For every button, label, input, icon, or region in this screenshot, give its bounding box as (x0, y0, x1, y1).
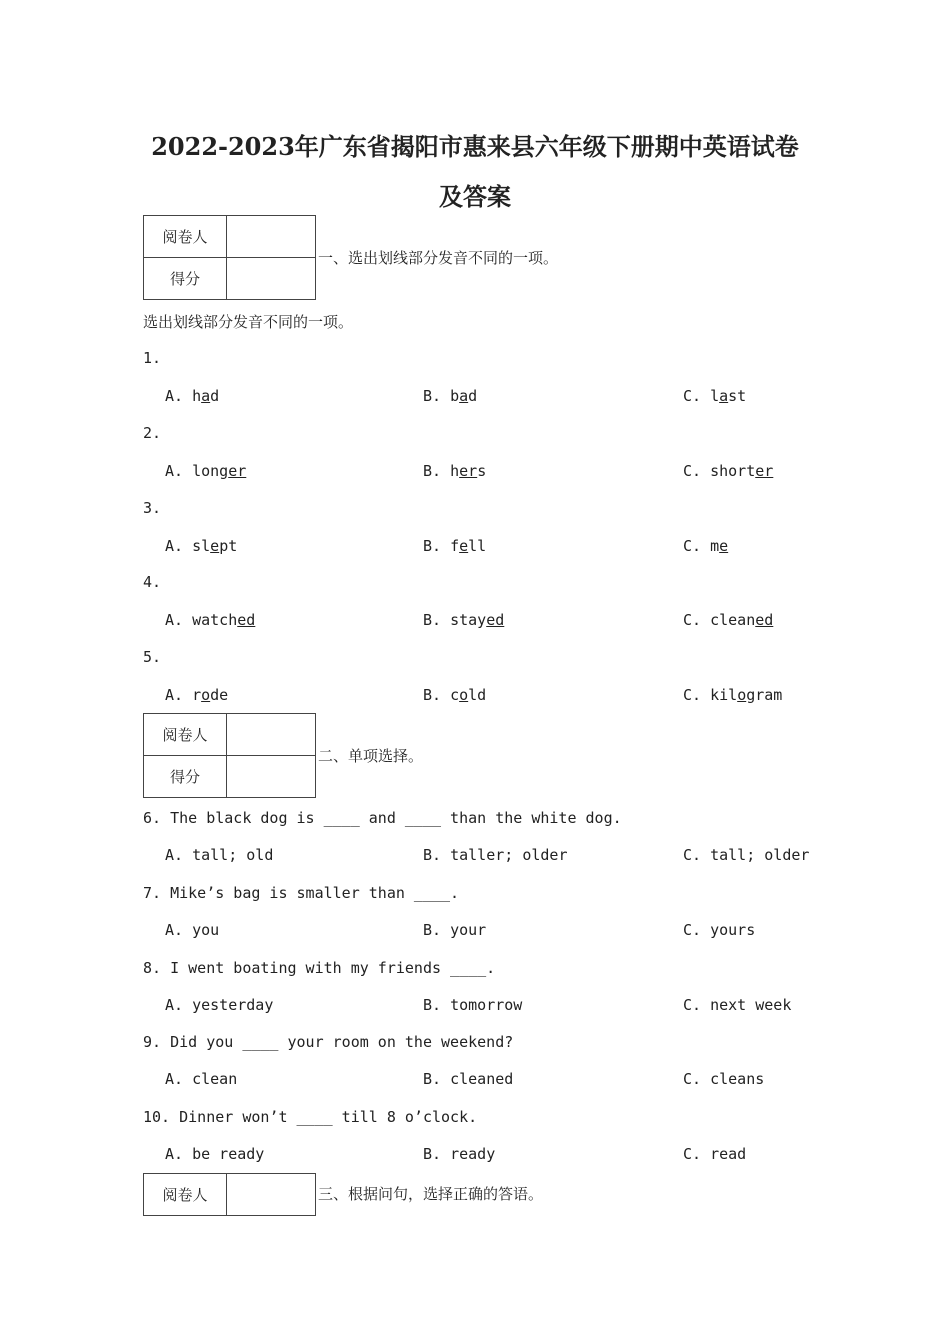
option-suffix: s (477, 462, 487, 480)
underlined-letters: ed (237, 611, 256, 629)
option-suffix: gram (746, 686, 783, 704)
option-a[interactable]: A. yesterday (165, 996, 274, 1014)
option-suffix: ld (468, 686, 487, 704)
underlined-letters: e (210, 537, 220, 555)
option-a[interactable] (165, 386, 219, 406)
document-title-line2: 及答案 (439, 182, 511, 211)
option-c[interactable] (683, 685, 782, 705)
option-c[interactable]: C. yours (683, 921, 756, 939)
option-suffix: st (728, 387, 747, 405)
option-c[interactable]: C. cleans (683, 1070, 765, 1088)
score-label: 得分 (144, 258, 227, 300)
option-b[interactable] (423, 685, 486, 705)
underlined-letters: o (737, 686, 747, 704)
document-title-line1: 2022-2023年广东省揭阳市惠来县六年级下册期中英语试卷 (151, 132, 799, 161)
score-box-1 (143, 215, 316, 300)
option-c[interactable] (683, 536, 728, 556)
option-a[interactable]: A. be ready (165, 1145, 265, 1163)
section3-heading: 三、根据问句，选择正确的答语。 (318, 1185, 544, 1203)
option-b[interactable]: B. your (423, 921, 487, 939)
option-suffix: de (210, 686, 229, 704)
underlined-letters: ed (755, 611, 774, 629)
underlined-letters: e (459, 537, 469, 555)
option-suffix: d (210, 387, 220, 405)
option-prefix: B. b (423, 387, 460, 405)
option-c[interactable] (683, 610, 773, 630)
option-prefix: A. sl (165, 537, 211, 555)
question-stem: 10. Dinner won’t ____ till 8 o’clock. (143, 1108, 478, 1126)
section1-instruction: 选出划线部分发音不同的一项。 (143, 313, 354, 331)
underlined-letters: e (719, 537, 729, 555)
reviewer-label: 阅卷人 (144, 714, 227, 756)
question-stem: 9. Did you ____ your room on the weekend? (143, 1033, 514, 1051)
reviewer-label: 阅卷人 (144, 216, 227, 258)
option-b[interactable]: B. cleaned (423, 1070, 514, 1088)
option-prefix: B. c (423, 686, 460, 704)
section1-heading: 一、选出划线部分发音不同的一项。 (318, 249, 559, 267)
score-field (227, 258, 316, 300)
option-b[interactable]: B. ready (423, 1145, 496, 1163)
reviewer-field (227, 714, 316, 756)
question-number: 3. (143, 499, 162, 517)
option-c[interactable]: C. read (683, 1145, 747, 1163)
underlined-letters: a (459, 387, 469, 405)
option-c[interactable]: C. next week (683, 996, 792, 1014)
section2-heading: 二、单项选择。 (318, 747, 424, 765)
option-b[interactable] (423, 536, 486, 556)
option-prefix: A. h (165, 387, 202, 405)
underlined-letters: a (201, 387, 211, 405)
score-box-2 (143, 713, 316, 798)
question-number: 1. (143, 349, 162, 367)
question-number: 4. (143, 573, 162, 591)
option-suffix: pt (219, 537, 238, 555)
underlined-letters: er (459, 462, 478, 480)
option-a[interactable]: A. tall; old (165, 846, 274, 864)
option-a[interactable] (165, 536, 237, 556)
option-prefix: B. f (423, 537, 460, 555)
option-a[interactable] (165, 610, 255, 630)
option-prefix: A. watch (165, 611, 238, 629)
reviewer-field (227, 216, 316, 258)
underlined-letters: a (719, 387, 729, 405)
option-a[interactable] (165, 461, 246, 481)
option-suffix: ll (468, 537, 487, 555)
option-prefix: C. short (683, 462, 756, 480)
option-c[interactable] (683, 461, 773, 481)
option-a[interactable] (165, 685, 228, 705)
option-b[interactable]: B. tomorrow (423, 996, 523, 1014)
option-suffix: d (468, 387, 478, 405)
option-prefix: A. long (165, 462, 229, 480)
score-label: 得分 (144, 756, 227, 798)
score-field (227, 756, 316, 798)
option-prefix: B. stay (423, 611, 487, 629)
underlined-letters: o (459, 686, 469, 704)
option-prefix: C. kil (683, 686, 738, 704)
underlined-letters: ed (486, 611, 505, 629)
option-b[interactable] (423, 386, 477, 406)
reviewer-field (227, 1174, 316, 1216)
option-prefix: B. h (423, 462, 460, 480)
underlined-letters: er (755, 462, 774, 480)
underlined-letters: er (228, 462, 247, 480)
option-prefix: C. clean (683, 611, 756, 629)
option-b[interactable]: B. taller; older (423, 846, 568, 864)
option-prefix: C. m (683, 537, 720, 555)
question-number: 5. (143, 648, 162, 666)
reviewer-label: 阅卷人 (144, 1174, 227, 1216)
option-c[interactable] (683, 386, 746, 406)
question-stem: 6. The black dog is ____ and ____ than the white dog. (143, 809, 622, 827)
score-box-3 (143, 1173, 316, 1216)
option-b[interactable] (423, 461, 486, 481)
option-b[interactable] (423, 610, 504, 630)
option-a[interactable]: A. you (165, 921, 220, 939)
option-c[interactable]: C. tall; older (683, 846, 810, 864)
underlined-letters: o (201, 686, 211, 704)
question-stem: 8. I went boating with my friends ____. (143, 959, 496, 977)
option-prefix: A. r (165, 686, 202, 704)
question-stem: 7. Mike’s bag is smaller than ____. (143, 884, 460, 902)
question-number: 2. (143, 424, 162, 442)
option-prefix: C. l (683, 387, 720, 405)
option-a[interactable]: A. clean (165, 1070, 238, 1088)
